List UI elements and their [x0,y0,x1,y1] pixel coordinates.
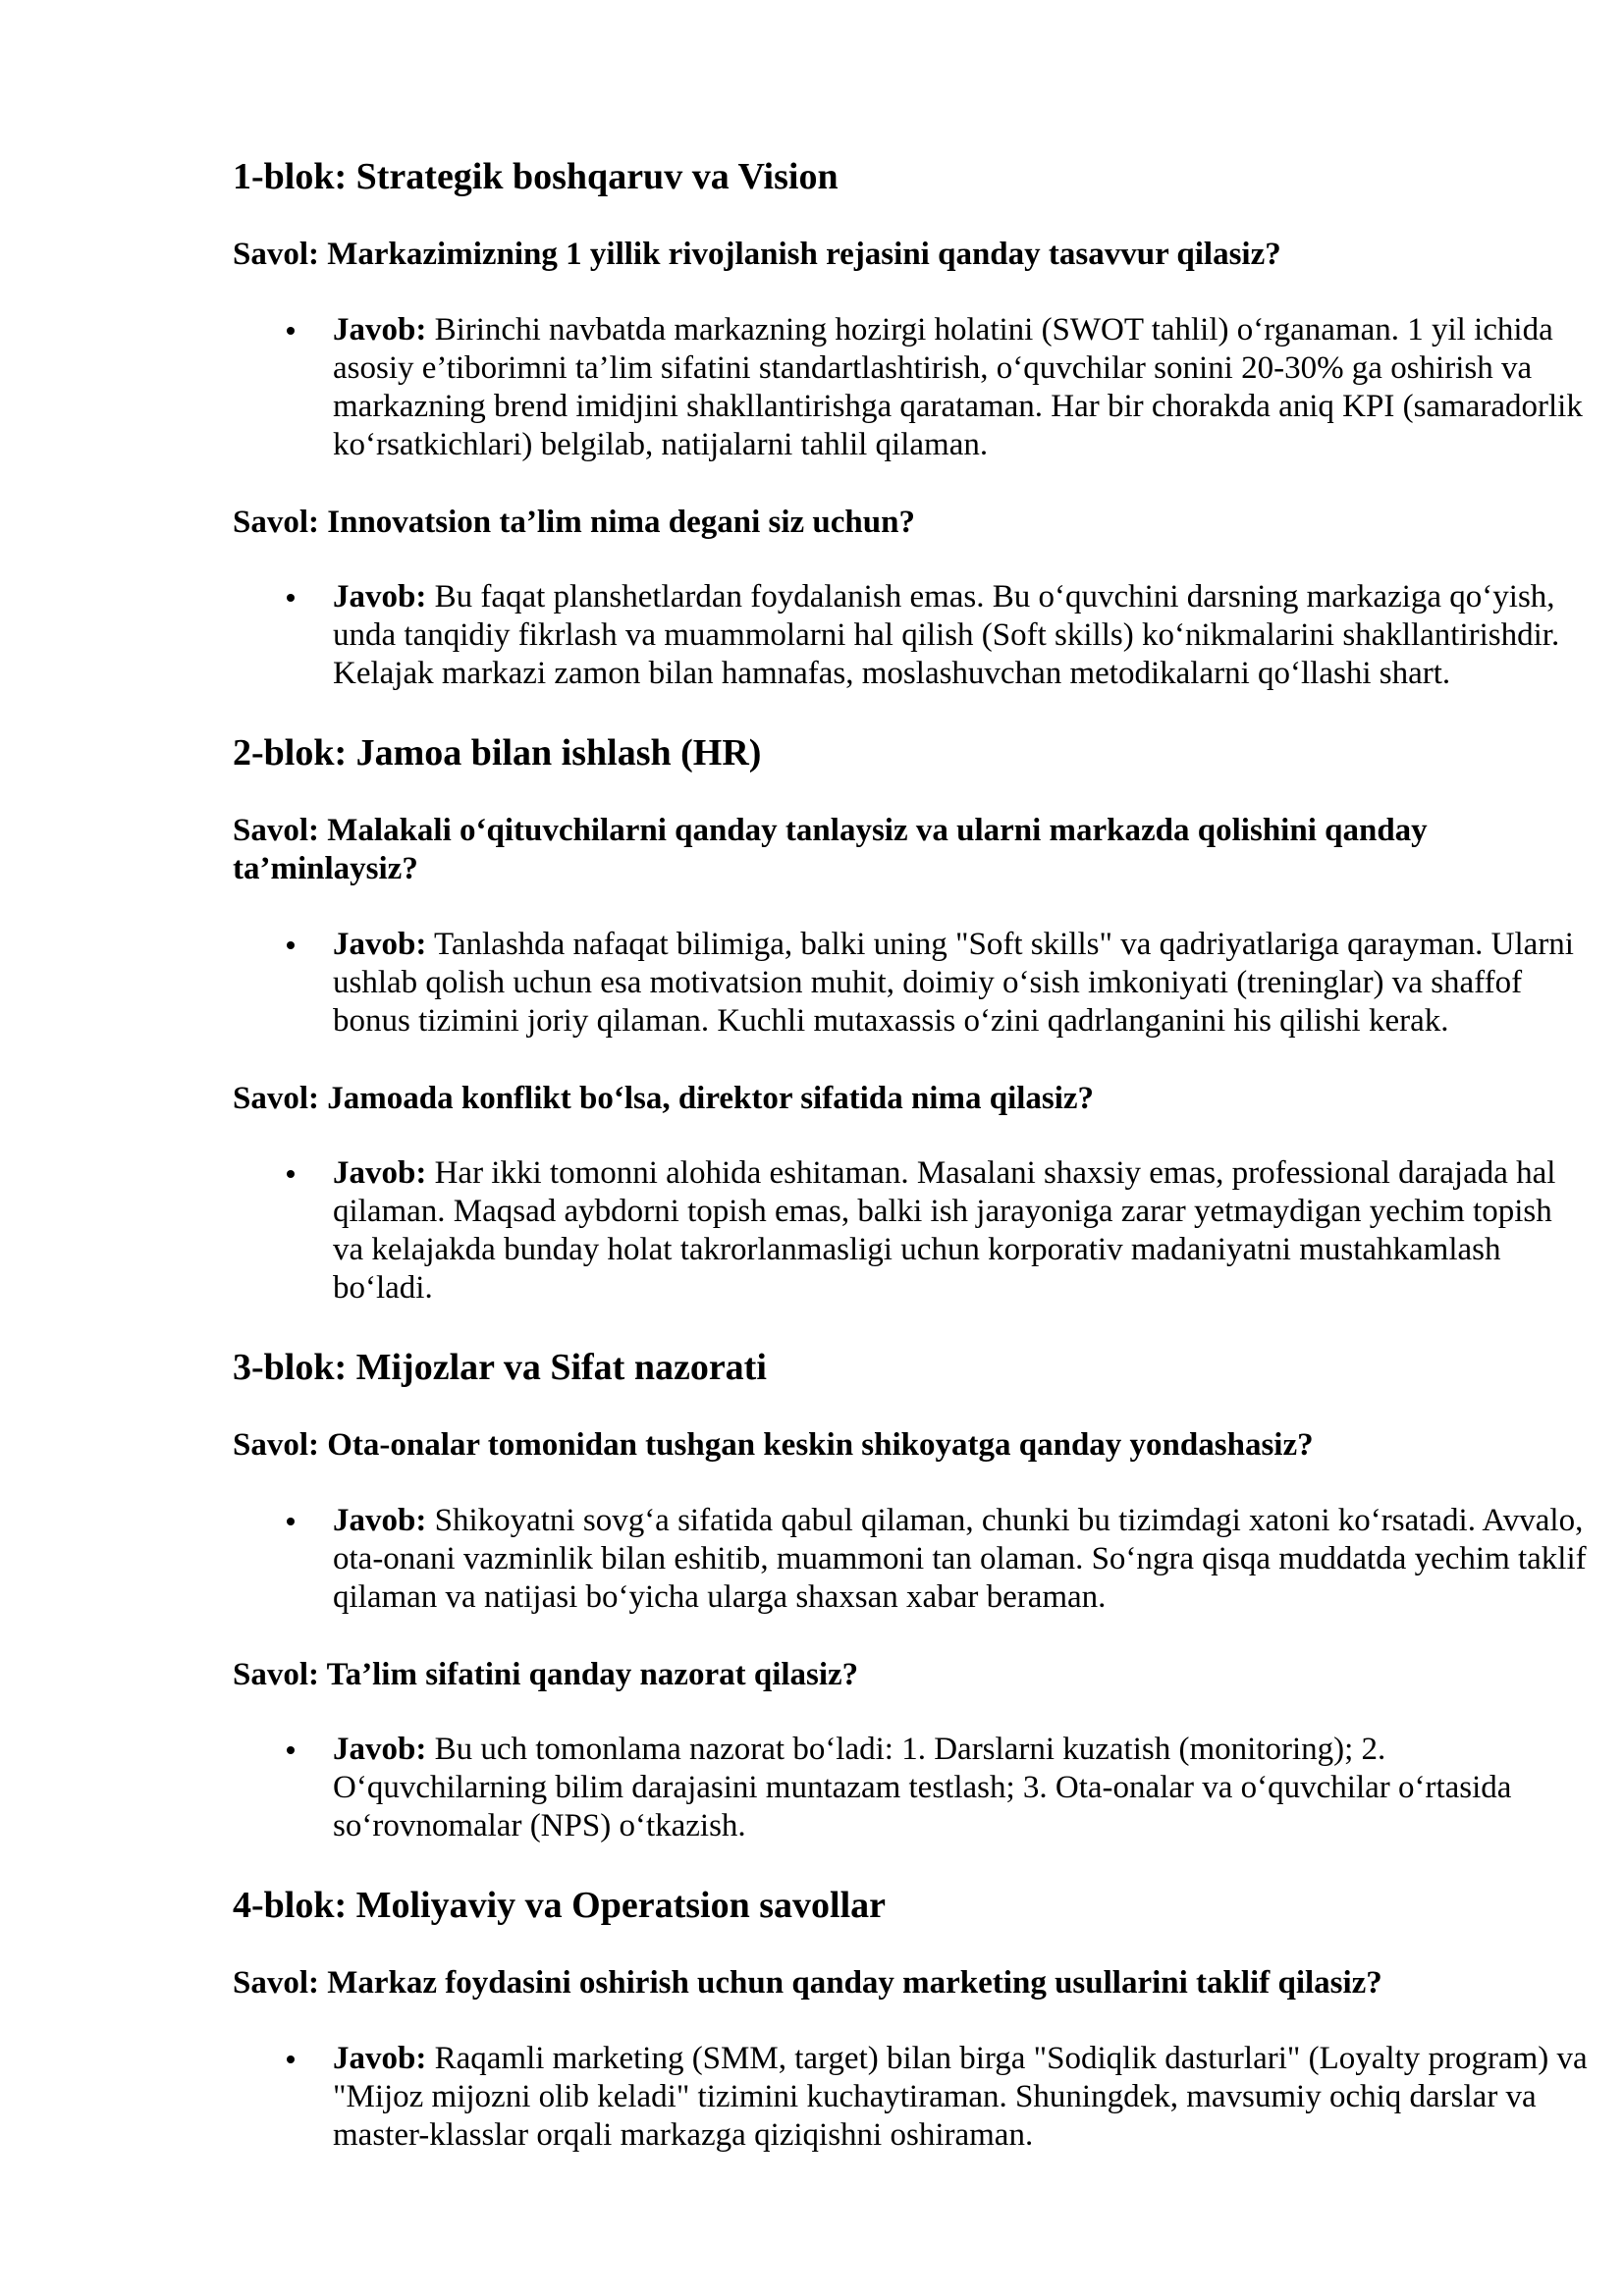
answer-text: Raqamli marketing (SMM, target) bilan birga "Sodiqlik dasturlari" (Loyalty program) va "Mijoz mijozni olib keladi" tizimini kuchaytiraman. Shuningdek, mavsumiy ochiq darslar va master-klasslar orqali markazga qiziqishni oshiraman. [333,2040,1588,2153]
answer-label: Javob: [333,579,427,614]
answer [233,578,1588,693]
question: Savol: Markaz foydasini oshirish uchun qanday marketing usullarini taklif qilasiz? [233,1965,1382,2001]
qa-item [233,1964,1588,2155]
block-title: 1-blok: Strategik boshqaruv va Vision [233,156,839,197]
bullet-icon [287,941,295,949]
answer [233,1154,1588,1308]
answer [233,2040,1588,2155]
answer-label: Javob: [333,1155,427,1191]
block-section [233,155,1588,693]
answer [233,926,1588,1041]
question: Savol: Jamoada konflikt bo‘lsa, direktor sifatida nima qilasiz? [233,1080,1095,1116]
block-title: 2-blok: Jamoa bilan ishlash (HR) [233,732,762,774]
qa-item [233,1080,1588,1308]
answer-text: Tanlashda nafaqat bilimiga, balki uning "Soft skills" va qadriyatlariga qarayman. Ularni ushlab qolish uchun esa motivatsion muhit, doimiy o‘sish imkoniyati (treninglar) va shaffof bonus tizimini joriy qilaman. Kuchli mutaxassis o‘zini qadrlanganini his qilishi kerak. [333,926,1574,1039]
answer-text: Bu uch tomonlama nazorat bo‘ladi: 1. Darslarni kuzatish (monitoring); 2. O‘quvchilarning bilim darajasini muntazam testlash; 3. Ota-onalar va o‘quvchilar o‘rtasida so‘rovnomalar (NPS) o‘tkazish. [333,1732,1512,1843]
block-section [233,1346,1588,1845]
answer [233,311,1588,464]
block-section [233,731,1588,1308]
answer [233,1731,1588,1845]
question: Savol: Ta’lim sifatini qanday nazorat qilasiz? [233,1656,859,1692]
question: Savol: Malakali o‘qituvchilarni qanday tanlaysiz va ularni markazda qolishini qanday ta’minlaysiz? [233,813,1428,886]
block-section [233,1884,1588,2155]
bullet-icon [287,1518,295,1525]
bullet-icon [287,2056,295,2063]
qa-item [233,1426,1588,1617]
qa-item [233,812,1588,1041]
block-title: 3-blok: Mijozlar va Sifat nazorati [233,1347,767,1388]
question: Savol: Innovatsion ta’lim nima degani siz uchun? [233,504,915,540]
bullet-icon [287,594,295,602]
qa-item [233,504,1588,694]
answer-label: Javob: [333,1732,427,1767]
answer [233,1502,1588,1617]
qa-item [233,1656,1588,1846]
answer-text: Shikoyatni sovg‘a sifatida qabul qilaman, chunki bu tizimdagi xatoni ko‘rsatadi. Avvalo, ota-onani vazminlik bilan eshitib, muammoni tan olaman. So‘ngra qisqa muddatda yechim taklif qilaman va natijasi bo‘yicha ularga shaxsan xabar beraman. [333,1502,1587,1615]
question: Savol: Markazimizning 1 yillik rivojlanish rejasini qanday tasavvur qilasiz? [233,237,1281,272]
question: Savol: Ota-onalar tomonidan tushgan keskin shikoyatga qanday yondashasiz? [233,1427,1314,1463]
bullet-icon [287,1170,295,1178]
block-title: 4-blok: Moliyaviy va Operatsion savollar [233,1885,886,1926]
answer-label: Javob: [333,2040,427,2076]
answer-text: Birinchi navbatda markazning hozirgi holatini (SWOT tahlil) o‘rganaman. 1 yil ichida asosiy e’tiborimni ta’lim sifatini standartlashtirish, o‘quvchilar sonini 20-30% ga oshirish va markazning brend imidjini shakllantirishga qarataman. Har bir chorakda aniq KPI (samaradorlik ko‘rsatkichlari) belgilab, natijalarni tahlil qilaman. [333,311,1583,462]
answer-label: Javob: [333,926,427,962]
answer-text: Bu faqat planshetlardan foydalanish emas. Bu o‘quvchini darsning markaziga qo‘yish, unda tanqidiy fikrlash va muammolarni hal qilish (Soft skills) ko‘nikmalarini shakllantirishdir. Kelajak markazi zamon bilan hamnafas, moslashuvchan metodikalarni qo‘llashi shart. [333,579,1560,691]
bullet-icon [287,327,295,335]
answer-label: Javob: [333,311,427,347]
qa-item [233,236,1588,464]
answer-text: Har ikki tomonni alohida eshitaman. Masalani shaxsiy emas, professional darajada hal qilaman. Maqsad aybdorni topish emas, balki ish jarayoniga zarar yetmaydigan yechim topish va kelajakda bunday holat takrorlanmasligi uchun korporativ madaniyatni mustahkamlash bo‘ladi. [333,1155,1556,1306]
bullet-icon [287,1746,295,1754]
answer-label: Javob: [333,1502,427,1538]
